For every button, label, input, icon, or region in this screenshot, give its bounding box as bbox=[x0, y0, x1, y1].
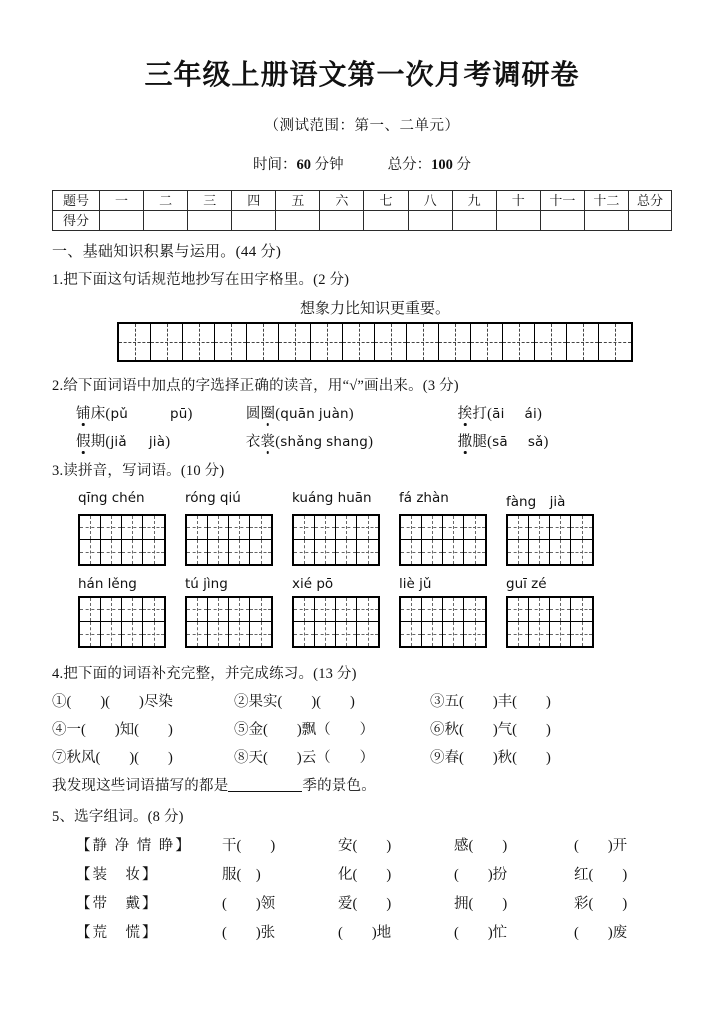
q3-pinyin: tú jìng bbox=[185, 575, 228, 592]
q2-option-a[interactable]: āi bbox=[492, 405, 505, 422]
word-grid-cell[interactable] bbox=[550, 598, 571, 622]
q5-item[interactable]: 化( ) bbox=[338, 866, 392, 883]
q4-conclusion-blank[interactable] bbox=[228, 776, 302, 792]
question-5-row-3 bbox=[52, 892, 698, 913]
page-title: 三年级上册语文第一次月考调研卷 bbox=[144, 58, 580, 91]
score-table bbox=[52, 190, 672, 231]
q2-dotted-char: 铺 bbox=[76, 405, 91, 422]
question-2-prompt: 2.给下面词语中加点的字选择正确的读音，用“√”画出来。(3 分) bbox=[52, 377, 459, 394]
q5-item[interactable]: 拥( ) bbox=[454, 895, 508, 912]
tianzige-cell[interactable] bbox=[439, 324, 471, 360]
word-grid-cell[interactable] bbox=[294, 540, 315, 564]
score-col-1: 一 bbox=[100, 190, 144, 210]
score-cell[interactable] bbox=[540, 210, 584, 230]
score-col-11: 十一 bbox=[540, 190, 584, 210]
word-grid-box[interactable] bbox=[506, 596, 594, 648]
word-grid-cell[interactable] bbox=[508, 598, 529, 622]
score-col-12: 十二 bbox=[584, 190, 628, 210]
word-grid-cell[interactable] bbox=[122, 516, 143, 540]
q3-pinyin: guī zé bbox=[506, 575, 547, 592]
q2-option-b[interactable]: pū bbox=[169, 405, 188, 422]
tianzige-cell[interactable] bbox=[183, 324, 215, 360]
word-grid-cell[interactable] bbox=[101, 516, 122, 540]
word-grid-cell[interactable] bbox=[143, 598, 164, 622]
score-cell[interactable] bbox=[364, 210, 408, 230]
exam-content bbox=[0, 240, 724, 942]
q4-item[interactable]: ②果实( )( ) bbox=[234, 693, 355, 710]
word-grid-cell[interactable] bbox=[336, 598, 357, 622]
score-cell[interactable] bbox=[496, 210, 540, 230]
time-unit: 分钟 bbox=[314, 156, 344, 173]
word-grid-cell[interactable] bbox=[315, 516, 336, 540]
word-grid-cell[interactable] bbox=[422, 622, 443, 646]
score-cell-total[interactable] bbox=[629, 210, 672, 230]
tianzige-cell[interactable] bbox=[343, 324, 375, 360]
question-5-row-1 bbox=[52, 834, 698, 855]
score-col-9: 九 bbox=[452, 190, 496, 210]
q5-item[interactable]: 爱( ) bbox=[338, 895, 392, 912]
score-col-8: 八 bbox=[408, 190, 452, 210]
tianzige-cell[interactable] bbox=[247, 324, 279, 360]
question-3-pinyin-row-1 bbox=[52, 490, 698, 510]
question-3-answer-boxes-row-2[interactable] bbox=[52, 596, 698, 648]
q5-item[interactable]: ( )废 bbox=[574, 924, 628, 941]
score-col-4: 四 bbox=[232, 190, 276, 210]
word-grid-cell[interactable] bbox=[357, 598, 378, 622]
question-4-row-2 bbox=[52, 718, 698, 739]
word-grid-cell[interactable] bbox=[550, 540, 571, 564]
score-col-3: 三 bbox=[188, 190, 232, 210]
q2-option-b[interactable]: sǎ bbox=[527, 433, 544, 450]
word-grid-cell[interactable] bbox=[80, 516, 101, 540]
word-grid-cell[interactable] bbox=[208, 622, 229, 646]
word-grid-cell[interactable] bbox=[571, 540, 592, 564]
word-grid-cell[interactable] bbox=[529, 622, 550, 646]
word-grid-cell[interactable] bbox=[464, 516, 485, 540]
q3-answer-slot bbox=[78, 514, 185, 566]
word-grid-box[interactable] bbox=[185, 514, 273, 566]
word-grid-cell[interactable] bbox=[529, 516, 550, 540]
q3-answer-slot bbox=[78, 596, 185, 648]
word-grid-cell[interactable] bbox=[508, 540, 529, 564]
score-col-6: 六 bbox=[320, 190, 364, 210]
tianzige-cell[interactable] bbox=[279, 324, 311, 360]
tianzige-cell[interactable] bbox=[535, 324, 567, 360]
q5-item[interactable]: ( )地 bbox=[338, 924, 392, 941]
question-2-row-1 bbox=[52, 402, 698, 423]
q2-dotted-char: 撒 bbox=[457, 433, 473, 450]
word-grid-cell[interactable] bbox=[357, 516, 378, 540]
q2-option-a[interactable]: sā bbox=[492, 433, 508, 450]
q5-item[interactable]: ( )张 bbox=[222, 924, 276, 941]
q2-dotted-char: 挨 bbox=[457, 405, 473, 422]
word-grid-cell[interactable] bbox=[443, 516, 464, 540]
q3-pinyin: fá zhàn bbox=[399, 489, 449, 506]
question-2-row-2 bbox=[52, 430, 698, 451]
q2-char: 床 bbox=[90, 405, 106, 422]
word-grid-cell[interactable] bbox=[422, 540, 443, 564]
q2-option-a[interactable]: shǎng bbox=[280, 433, 323, 450]
exam-meta bbox=[0, 153, 724, 174]
question-5-prompt: 5、选字组词。(8 分) bbox=[52, 808, 184, 825]
word-grid-box[interactable] bbox=[78, 514, 166, 566]
q3-pinyin: róng qiú bbox=[185, 489, 241, 506]
q5-item[interactable]: ( )开 bbox=[574, 837, 628, 854]
question-5-row-2 bbox=[52, 863, 698, 884]
word-grid-box[interactable] bbox=[78, 596, 166, 648]
tianzige-cell[interactable] bbox=[599, 324, 631, 360]
tianzige-cell[interactable] bbox=[407, 324, 439, 360]
word-grid-cell[interactable] bbox=[571, 598, 592, 622]
q2-dotted-char: 假 bbox=[76, 433, 91, 450]
word-grid-cell[interactable] bbox=[464, 598, 485, 622]
word-grid-cell[interactable] bbox=[187, 598, 208, 622]
score-cell[interactable] bbox=[408, 210, 452, 230]
question-1-prompt: 1.把下面这句话规范地抄写在田字格里。(2 分) bbox=[52, 271, 350, 288]
word-grid-cell[interactable] bbox=[294, 598, 315, 622]
word-grid-cell[interactable] bbox=[571, 516, 592, 540]
tianzige-writing-strip[interactable] bbox=[117, 322, 633, 362]
time-label: 时间： bbox=[253, 156, 297, 173]
q3-pinyin: kuáng huān bbox=[292, 489, 372, 506]
score-cell[interactable] bbox=[452, 210, 496, 230]
word-grid-cell[interactable] bbox=[529, 598, 550, 622]
tianzige-cell[interactable] bbox=[375, 324, 407, 360]
word-grid-cell[interactable] bbox=[187, 516, 208, 540]
q2-option-a[interactable]: pǔ bbox=[110, 405, 128, 422]
q3-pinyin: fàng jià bbox=[506, 493, 566, 510]
q2-option-a[interactable]: quān bbox=[280, 405, 316, 422]
word-grid-cell[interactable] bbox=[250, 598, 271, 622]
question-3-answer-boxes-row-1[interactable] bbox=[52, 514, 698, 566]
q5-item[interactable]: 安( ) bbox=[338, 837, 392, 854]
q3-answer-slot bbox=[506, 596, 613, 648]
word-grid-cell[interactable] bbox=[250, 516, 271, 540]
q5-item[interactable]: 红( ) bbox=[574, 866, 628, 883]
total-value: 100 bbox=[431, 156, 453, 173]
q5-char-bracket: 【荒 慌】 bbox=[76, 924, 159, 941]
word-grid-cell[interactable] bbox=[187, 622, 208, 646]
score-table-row-header-0: 题号 bbox=[53, 190, 100, 210]
question-5-row-4 bbox=[52, 921, 698, 942]
q5-item[interactable]: ( )领 bbox=[222, 895, 276, 912]
tianzige-cell[interactable] bbox=[503, 324, 535, 360]
word-grid-cell[interactable] bbox=[294, 622, 315, 646]
q2-dotted-char: 裳 bbox=[260, 433, 276, 450]
q5-item[interactable]: 服( ) bbox=[222, 866, 261, 883]
q2-dotted-char: 圈 bbox=[260, 405, 276, 422]
word-grid-cell[interactable] bbox=[508, 622, 529, 646]
q2-char: 衣 bbox=[245, 433, 261, 450]
score-cell[interactable] bbox=[584, 210, 628, 230]
q2-char: 圆 bbox=[245, 405, 261, 422]
q2-option-a[interactable]: jiǎ bbox=[110, 433, 127, 450]
q3-answer-slot bbox=[399, 514, 506, 566]
tianzige-cell[interactable] bbox=[567, 324, 599, 360]
question-3-pinyin-row-2 bbox=[52, 576, 698, 592]
q2-option-b[interactable]: juàn bbox=[318, 405, 349, 422]
word-grid-cell[interactable] bbox=[464, 622, 485, 646]
score-cell[interactable] bbox=[320, 210, 364, 230]
word-grid-cell[interactable] bbox=[229, 516, 250, 540]
q4-conclusion-pre: 我发现这些词语描写的都是 bbox=[52, 777, 229, 794]
word-grid-cell[interactable] bbox=[229, 540, 250, 564]
q5-char-bracket: 【带 戴】 bbox=[76, 895, 159, 912]
q4-item[interactable]: ③五( )丰( ) bbox=[430, 693, 551, 710]
question-1-sentence: 想象力比知识更重要。 bbox=[299, 300, 450, 317]
word-grid-cell[interactable] bbox=[101, 622, 122, 646]
q5-item[interactable]: ( )扮 bbox=[454, 866, 508, 883]
word-grid-box[interactable] bbox=[399, 596, 487, 648]
q5-item[interactable]: 彩( ) bbox=[574, 895, 628, 912]
score-col-2: 二 bbox=[144, 190, 188, 210]
q3-pinyin: hán lěng bbox=[78, 575, 137, 592]
word-grid-cell[interactable] bbox=[550, 516, 571, 540]
score-table-value-row bbox=[53, 210, 672, 230]
q3-pinyin: liè jǔ bbox=[399, 575, 432, 592]
word-grid-cell[interactable] bbox=[143, 622, 164, 646]
q2-char: 期 bbox=[90, 433, 106, 450]
word-grid-cell[interactable] bbox=[401, 598, 422, 622]
word-grid-cell[interactable] bbox=[422, 598, 443, 622]
word-grid-cell[interactable] bbox=[401, 540, 422, 564]
q4-conclusion-post: 季的景色。 bbox=[302, 777, 376, 794]
score-table-row-header-1: 得分 bbox=[53, 210, 100, 230]
word-grid-cell[interactable] bbox=[143, 540, 164, 564]
q4-item[interactable]: ⑦秋风( )( ) bbox=[52, 749, 173, 766]
word-grid-box[interactable] bbox=[506, 514, 594, 566]
q2-item-3[interactable]: 挨打(āi ái) bbox=[457, 405, 542, 422]
q3-answer-slot bbox=[185, 514, 292, 566]
word-grid-cell[interactable] bbox=[294, 516, 315, 540]
q5-item[interactable]: 干( ) bbox=[222, 837, 276, 854]
q4-item[interactable]: ④一( )知( ) bbox=[52, 721, 173, 738]
q2-option-b[interactable]: ái bbox=[524, 405, 537, 422]
word-grid-cell[interactable] bbox=[443, 540, 464, 564]
word-grid-cell[interactable] bbox=[550, 622, 571, 646]
q2-option-b[interactable]: jià bbox=[148, 433, 166, 450]
word-grid-cell[interactable] bbox=[229, 622, 250, 646]
word-grid-cell[interactable] bbox=[464, 540, 485, 564]
word-grid-cell[interactable] bbox=[229, 598, 250, 622]
score-cell[interactable] bbox=[100, 210, 144, 230]
q3-answer-slot bbox=[185, 596, 292, 648]
word-grid-cell[interactable] bbox=[336, 516, 357, 540]
score-col-total: 总分 bbox=[629, 190, 672, 210]
word-grid-cell[interactable] bbox=[187, 540, 208, 564]
question-4-conclusion bbox=[52, 774, 698, 795]
word-grid-box[interactable] bbox=[185, 596, 273, 648]
word-grid-cell[interactable] bbox=[422, 516, 443, 540]
q2-item-5[interactable]: 衣裳(shǎng shang) bbox=[245, 433, 374, 450]
word-grid-cell[interactable] bbox=[315, 622, 336, 646]
q4-item[interactable]: ⑨春( )秋( ) bbox=[430, 749, 551, 766]
word-grid-cell[interactable] bbox=[80, 540, 101, 564]
total-unit: 分 bbox=[456, 156, 471, 173]
word-grid-cell[interactable] bbox=[208, 598, 229, 622]
question-4-row-3 bbox=[52, 746, 698, 767]
tianzige-cell[interactable] bbox=[119, 324, 151, 360]
q5-item[interactable]: ( )忙 bbox=[454, 924, 508, 941]
word-grid-cell[interactable] bbox=[401, 516, 422, 540]
word-grid-cell[interactable] bbox=[336, 622, 357, 646]
word-grid-cell[interactable] bbox=[401, 622, 422, 646]
word-grid-cell[interactable] bbox=[80, 622, 101, 646]
tianzige-cell[interactable] bbox=[215, 324, 247, 360]
word-grid-cell[interactable] bbox=[208, 540, 229, 564]
q4-item[interactable]: ⑥秋( )气( ) bbox=[430, 721, 551, 738]
word-grid-cell[interactable] bbox=[357, 540, 378, 564]
q2-item-1[interactable]: 铺床(pǔ pū) bbox=[76, 405, 193, 422]
word-grid-cell[interactable] bbox=[357, 622, 378, 646]
score-cell[interactable] bbox=[144, 210, 188, 230]
word-grid-cell[interactable] bbox=[508, 516, 529, 540]
question-3-prompt: 3.读拼音，写词语。(10 分) bbox=[52, 462, 225, 479]
q2-char: 腿 bbox=[472, 433, 488, 450]
tianzige-cell[interactable] bbox=[151, 324, 183, 360]
q3-pinyin: qīng chén bbox=[78, 489, 145, 506]
score-cell[interactable] bbox=[232, 210, 276, 230]
word-grid-cell[interactable] bbox=[315, 540, 336, 564]
word-grid-cell[interactable] bbox=[122, 622, 143, 646]
q5-item[interactable]: 感( ) bbox=[454, 837, 508, 854]
word-grid-cell[interactable] bbox=[336, 540, 357, 564]
q3-pinyin: xié pō bbox=[292, 575, 334, 592]
q5-char-bracket: 【静 净 情 睁】 bbox=[76, 837, 192, 854]
tianzige-cell[interactable] bbox=[311, 324, 343, 360]
word-grid-cell[interactable] bbox=[208, 516, 229, 540]
word-grid-cell[interactable] bbox=[571, 622, 592, 646]
question-4-row-1 bbox=[52, 690, 698, 711]
word-grid-cell[interactable] bbox=[250, 622, 271, 646]
q2-option-b[interactable]: shang bbox=[326, 433, 369, 450]
q2-item-6[interactable]: 撒腿(sā sǎ) bbox=[457, 433, 549, 450]
word-grid-box[interactable] bbox=[292, 596, 380, 648]
section-1-heading: 一、基础知识积累与运用。(44 分) bbox=[52, 243, 282, 260]
word-grid-cell[interactable] bbox=[122, 598, 143, 622]
word-grid-cell[interactable] bbox=[101, 540, 122, 564]
word-grid-cell[interactable] bbox=[315, 598, 336, 622]
question-4-prompt: 4.把下面的词语补充完整，并完成练习。(13 分) bbox=[52, 665, 357, 682]
q4-item[interactable]: ⑧天( )云（ ） bbox=[234, 749, 375, 766]
tianzige-cell[interactable] bbox=[471, 324, 503, 360]
q4-item[interactable]: ⑤金( )飘（ ） bbox=[234, 721, 375, 738]
q5-char-bracket: 【装 妆】 bbox=[76, 866, 159, 883]
q3-answer-slot bbox=[292, 596, 399, 648]
score-table-wrapper bbox=[52, 190, 672, 231]
q3-answer-slot bbox=[292, 514, 399, 566]
test-scope-subtitle: （测试范围：第一、二单元） bbox=[264, 117, 460, 134]
time-value: 60 bbox=[296, 156, 311, 173]
q2-item-4[interactable]: 假期(jiǎ jià) bbox=[76, 433, 171, 450]
score-col-7: 七 bbox=[364, 190, 408, 210]
word-grid-cell[interactable] bbox=[122, 540, 143, 564]
word-grid-cell[interactable] bbox=[443, 598, 464, 622]
word-grid-cell[interactable] bbox=[250, 540, 271, 564]
score-col-10: 十 bbox=[496, 190, 540, 210]
q4-item[interactable]: ①( )( )尽染 bbox=[52, 693, 173, 710]
total-label: 总分： bbox=[387, 156, 432, 173]
word-grid-cell[interactable] bbox=[101, 598, 122, 622]
q2-char: 打 bbox=[472, 405, 488, 422]
word-grid-cell[interactable] bbox=[443, 622, 464, 646]
q3-answer-slot bbox=[399, 596, 506, 648]
score-table-header-row bbox=[53, 190, 672, 210]
word-grid-cell[interactable] bbox=[143, 516, 164, 540]
word-grid-cell[interactable] bbox=[80, 598, 101, 622]
score-cell[interactable] bbox=[276, 210, 320, 230]
score-col-5: 五 bbox=[276, 190, 320, 210]
q2-item-2[interactable]: 圆圈(quān juàn) bbox=[245, 405, 354, 422]
score-cell[interactable] bbox=[188, 210, 232, 230]
word-grid-box[interactable] bbox=[292, 514, 380, 566]
word-grid-box[interactable] bbox=[399, 514, 487, 566]
word-grid-cell[interactable] bbox=[529, 540, 550, 564]
q3-answer-slot bbox=[506, 514, 613, 566]
